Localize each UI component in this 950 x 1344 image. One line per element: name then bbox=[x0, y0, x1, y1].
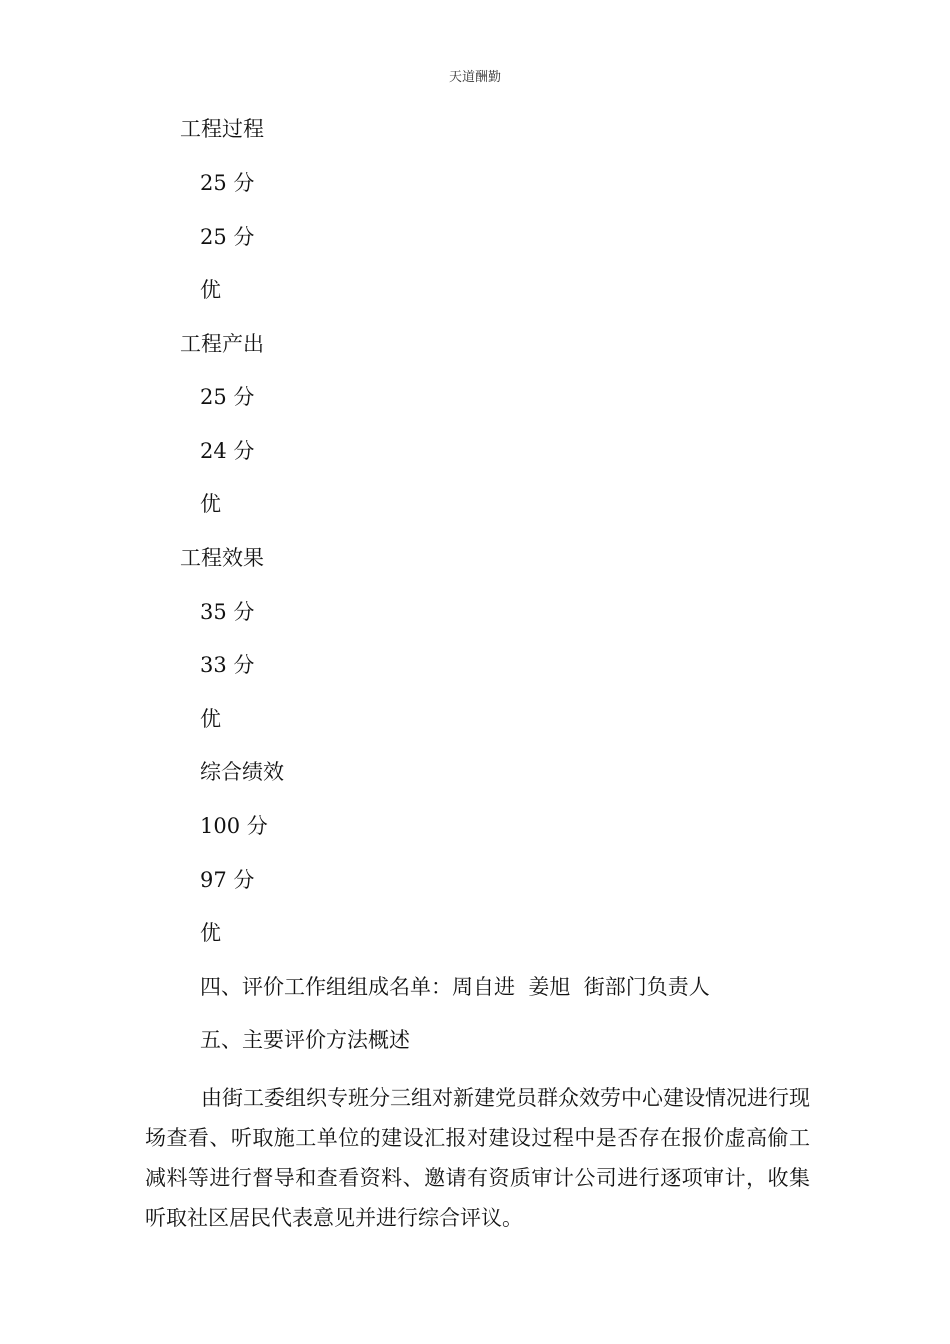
output-full-score: 25 分 bbox=[200, 385, 255, 409]
evaluation-team-list: 四、评价工作组组成名单：周自进 姜旭 街部门负责人 bbox=[200, 975, 710, 999]
output-score: 24 分 bbox=[200, 439, 255, 463]
process-label: 工程过程 bbox=[180, 117, 264, 141]
effect-label: 工程效果 bbox=[180, 546, 264, 570]
section5-paragraph: 由街工委组织专班分三组对新建党员群众效劳中心建设情况进行现场查看、听取施工单位的建设汇报对建设过程中是否存在报价虚高偷工减料等进行督导和查看资料、邀请有资质审计公司进行逐项审计，收集听取社区居民代表意见并进行综合评议。 bbox=[145, 1086, 810, 1230]
overall-score: 97 分 bbox=[200, 868, 255, 892]
process-grade: 优 bbox=[200, 278, 221, 302]
output-label: 工程产出 bbox=[180, 332, 264, 356]
overall-grade: 优 bbox=[200, 921, 221, 945]
output-grade: 优 bbox=[200, 492, 221, 516]
overall-full-score: 100 分 bbox=[200, 814, 268, 838]
effect-grade: 优 bbox=[200, 707, 221, 731]
overall-label: 综合绩效 bbox=[200, 760, 284, 784]
process-full-score: 25 分 bbox=[200, 171, 255, 195]
effect-full-score: 35 分 bbox=[200, 600, 255, 624]
process-score: 25 分 bbox=[200, 225, 255, 249]
section5-heading: 五、主要评价方法概述 bbox=[200, 1028, 410, 1052]
page-header: 天道酬勤 bbox=[448, 70, 501, 85]
effect-score: 33 分 bbox=[200, 653, 255, 677]
